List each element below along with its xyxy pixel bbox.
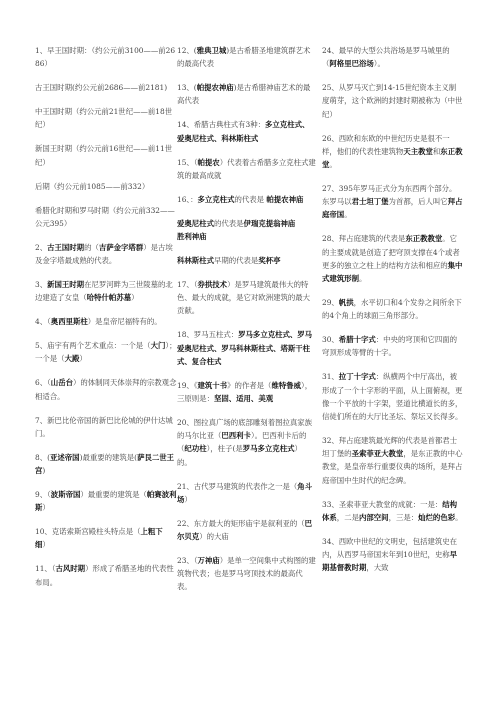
note-item <box>35 241 177 267</box>
key-term: 萨艮二世王宫 <box>35 452 175 476</box>
key-term: 帕提农神庙 <box>196 83 234 93</box>
note-text: ） <box>131 293 139 303</box>
note-text: 。 <box>358 274 367 284</box>
note-text: 30、 <box>322 335 339 345</box>
note-item <box>322 44 463 70</box>
key-term: 新国王时期 <box>47 280 85 290</box>
note-text: ，是东正教的中心教堂，是皇帝举行重要仪典的场所，是拜占庭帝国中生时代的纪念碑。 <box>322 449 463 485</box>
key-term: 灿烂的色彩 <box>418 512 456 522</box>
note-text: )最重要的建筑是( <box>79 452 138 462</box>
key-term: 结构体系 <box>322 499 458 522</box>
key-term: 早期基督教时期 <box>322 550 458 573</box>
note-text: 古王国时期(约公元前2686——前2181) <box>35 83 168 93</box>
note-text: 4、（ <box>35 317 51 327</box>
note-text: 。它的主要成就是创造了把穹顶支撑在4个或者更多的独立之柱上的结构方法和相应的 <box>322 234 460 270</box>
key-term: 古王国时期 <box>47 242 85 252</box>
note-text: 11、（ <box>35 564 56 574</box>
note-text: 20、图拉真广场的底部雕刻着图拉真家族的马尔比亚（ <box>177 418 313 441</box>
key-term: 拉丁十字式 <box>338 372 376 382</box>
note-item <box>35 414 177 440</box>
key-term: 东正教堂 <box>322 146 463 170</box>
key-term: 券拱技术 <box>197 280 228 290</box>
key-term: 帕提农 <box>197 157 220 167</box>
text-column-2 <box>177 44 316 604</box>
text-column-3 <box>322 44 463 585</box>
note-item <box>177 416 316 469</box>
note-item <box>177 554 316 594</box>
key-term: 阿格里巴浴场 <box>329 59 374 69</box>
note-item <box>177 278 316 318</box>
note-text: ）是古埃及金字塔最成熟的代表。 <box>35 242 173 266</box>
note-text: 33、圣索菲亚大教堂的成就：一是： <box>322 499 443 509</box>
note-text: ）。巴西利卡后的（ <box>177 431 307 454</box>
note-text: ) <box>42 466 46 476</box>
note-text: )是古希腊圣地建筑群艺术的最高代表 <box>177 46 311 69</box>
note-text: 希腊化时期和罗马时期（约公元前332——公元395） <box>35 205 175 228</box>
note-text: 5、庙宇有两个艺术重点：一个是（ <box>35 341 151 351</box>
note-item <box>35 339 177 365</box>
key-term: 坚固、适用、美观 <box>213 394 274 404</box>
note-item <box>177 379 316 405</box>
key-term: 奥西里斯柱 <box>50 317 88 327</box>
note-text: 6、（ <box>35 378 51 388</box>
note-text: ），柱子(是 <box>206 444 243 454</box>
note-text: 》的作者是（ <box>227 380 272 390</box>
key-term: 波斯帝国 <box>50 490 81 500</box>
note-text: 31、 <box>322 372 339 382</box>
key-term: 建筑十书 <box>197 380 228 390</box>
key-term: 圣索菲亚大教堂 <box>351 449 404 459</box>
note-item <box>35 180 177 193</box>
note-text: ）的体制同天体崇拜的宗教观念相适合。 <box>35 378 177 401</box>
key-term: 上粗下细 <box>35 527 163 550</box>
note-text: 早期的代表是 <box>213 256 259 266</box>
note-item <box>177 328 316 368</box>
note-text: ） <box>42 503 50 513</box>
note-item <box>35 278 177 304</box>
note-item <box>322 81 463 121</box>
key-term: 角斗场 <box>177 481 313 504</box>
note-text: 27、395年罗马正式分为东西两个部分。东罗马以 <box>322 184 457 207</box>
note-item <box>35 525 177 551</box>
note-text: 18、罗马五柱式： <box>177 330 239 340</box>
note-item <box>322 535 463 575</box>
note-text: 34、西欧中世纪的文明史，包括建筑史在内，从西罗马帝国末年到10世纪，史称 <box>322 536 458 560</box>
key-term: 罗马多立克柱式、罗马爱奥尼柱式、罗马科林斯柱式、塔斯干柱式、复合柱式 <box>177 330 313 366</box>
note-item <box>177 517 316 543</box>
note-item <box>177 480 316 506</box>
note-text: 29、 <box>322 298 339 308</box>
note-text: 为首都，后人叫它 <box>388 197 448 207</box>
note-text: 13、( <box>177 83 197 93</box>
key-term: 大门 <box>150 341 166 351</box>
note-text: ，二是 <box>336 512 359 522</box>
key-term: 科林斯柱式 <box>177 256 214 266</box>
note-text: 26、西欧和东欧的中世纪历史是很不一样，他们的代表性建筑物 <box>322 133 450 156</box>
key-term: 吉萨金字塔群 <box>98 242 144 252</box>
note-item <box>322 333 463 359</box>
text-column-1 <box>35 44 177 600</box>
note-text: 1、早王国时期：（约公元前3100——前2686） <box>35 46 176 69</box>
note-text: 的（ <box>84 242 99 252</box>
note-text: ，三是： <box>388 512 419 522</box>
note-text: ）是皇帝尼福特有的。 <box>87 317 162 327</box>
note-item <box>177 44 316 70</box>
key-term: 希腊十字式 <box>338 335 376 345</box>
note-text: ） <box>79 354 87 364</box>
note-text: 。 <box>329 160 337 170</box>
key-term: 集中式建筑形制 <box>322 260 463 284</box>
key-term: 巴西利卡 <box>221 431 251 441</box>
note-text: ）是单一空间集中式构图的建筑物代表；也是罗马穹顶技术的最高代表。 <box>177 556 316 592</box>
note-text: 2、 <box>35 242 48 252</box>
key-term: 古风时期 <box>55 564 86 574</box>
note-text: )是古希腊神庙艺术的最高代表 <box>177 83 311 106</box>
note-text: 10、克诺索斯宫殿柱头特点是（ <box>35 527 141 537</box>
note-text: 新国王时期（约公元前16世纪——前11世纪） <box>35 144 173 167</box>
note-text: ）。 <box>373 59 385 69</box>
key-term: 雅典卫城 <box>196 46 227 55</box>
note-text: 32、拜占庭建筑最光辉的代表是首都君士坦丁堡的 <box>322 436 458 459</box>
note-text: 14、希腊古典柱式有3种： <box>177 120 266 130</box>
key-term: 亚述帝国 <box>49 452 80 462</box>
key-term: 内部空间 <box>358 512 389 522</box>
note-item <box>322 296 463 322</box>
note-text: ：纵横两个中厅高出，被形成了一个十字形的平面，从上面俯视，更像一个平放的十字架，竖道比横道长的多，信徒们所在的大厅比圣坛、祭坛又长得多。 <box>322 372 463 422</box>
note-text: ）的大庙 <box>199 532 229 542</box>
note-text: 12、( <box>177 46 197 55</box>
note-item <box>322 182 463 222</box>
note-item <box>35 142 177 168</box>
key-term: 东正教教堂 <box>405 234 443 244</box>
note-item <box>35 376 177 402</box>
note-text: 28、拜占庭建筑的代表是 <box>322 234 406 244</box>
note-item <box>35 105 177 131</box>
note-text: 22、东方最大的矩形庙宇是叙利亚的（ <box>177 518 305 528</box>
note-item <box>177 118 316 144</box>
note-item <box>177 193 316 206</box>
note-text: ）形成了希腊圣地的代表性布局。 <box>35 564 174 587</box>
key-term: 君士坦丁堡 <box>351 197 389 207</box>
note-text: 7、新巴比伦帝国的新巴比伦城的伊什达城门。 <box>35 415 173 438</box>
note-text: 。 <box>344 210 352 220</box>
key-term: 奖杯亭 <box>258 256 281 266</box>
note-item <box>177 217 316 243</box>
note-text: ，大致 <box>366 563 389 573</box>
key-term: 巴尔贝克 <box>177 518 313 542</box>
key-term: 爱奥尼柱式 <box>177 218 214 228</box>
key-term: 帕提农神庙 <box>266 194 304 204</box>
note-item <box>322 434 463 487</box>
note-item <box>35 451 177 477</box>
note-text: 16、： <box>177 194 198 204</box>
key-term: 伊瑞克提翁神庙 胜利神庙 <box>177 218 311 242</box>
key-term: 拜占庭帝国 <box>322 197 463 220</box>
key-term: 大殿 <box>64 354 80 364</box>
note-item <box>35 44 177 70</box>
note-item <box>35 315 177 328</box>
note-text: ）代表着古希腊多立克柱式建筑的最高成就 <box>177 157 316 180</box>
note-item <box>322 498 463 524</box>
note-text: 和 <box>432 146 441 156</box>
note-text: ） <box>184 494 192 504</box>
note-text: ）；一个是（ <box>35 341 177 364</box>
note-text: 23、（ <box>177 556 198 566</box>
note-item <box>177 156 316 182</box>
note-text: 。 <box>455 512 463 522</box>
note-item <box>177 254 316 267</box>
note-text: 的代表是 <box>234 194 267 204</box>
key-term: 多立克柱式 <box>197 194 235 204</box>
note-text: 24、最早的大型公共浴场是罗马城里的（ <box>322 46 450 69</box>
key-term: 维特鲁威 <box>271 380 302 390</box>
note-text: 25、从罗马灭亡到14-15世纪资本主义制度萌芽，这个欧洲的封建时期被称为（中世纪） <box>322 83 463 119</box>
note-text: ）最重要的建筑是（ <box>80 490 147 500</box>
note-text: 后期（约公元前1085——前332） <box>35 181 150 191</box>
note-text: 15、（ <box>177 157 198 167</box>
key-term: 天主教堂 <box>403 146 433 156</box>
note-text: 21、古代罗马建筑的代表作之一是（ <box>177 481 298 491</box>
note-text: 8、( <box>35 452 50 462</box>
note-text: 9、（ <box>35 490 51 500</box>
note-text: ，水平切口和4个发券之间所余下的4个角上的球面三角形部分。 <box>322 298 462 321</box>
note-item <box>177 81 316 107</box>
note-text: 17、（ <box>177 280 198 290</box>
note-item <box>35 81 177 94</box>
note-text: 3、 <box>35 280 48 290</box>
note-text: 中王国时期（约公元前21世纪——前18世纪） <box>35 107 173 130</box>
note-text: ）是罗马建筑最伟大的特色、最大的成就，是它对欧洲建筑的最大贡献。 <box>177 280 311 316</box>
key-term: 哈特什帕苏墓 <box>86 293 132 303</box>
note-item <box>322 370 463 423</box>
note-text: ：中央的穹顶和它四面的穹顶形成等臂的十字。 <box>322 335 458 358</box>
note-text: 在尼罗河畔为三世陵墓的北边建造了女皇（ <box>35 280 173 303</box>
note-text: ），三原则是： <box>177 380 313 404</box>
note-item <box>35 204 177 230</box>
note-text: ） <box>42 540 50 550</box>
key-term: 帕赛波利斯 <box>35 490 177 513</box>
note-item <box>35 488 177 514</box>
key-term: 山岳台 <box>50 378 73 388</box>
note-item <box>322 132 463 172</box>
key-term: 纪功柱 <box>184 444 207 454</box>
key-term: 罗马多立克柱式 <box>242 444 295 454</box>
note-item <box>322 232 463 285</box>
note-text: 19、《 <box>177 380 198 390</box>
note-item <box>35 562 177 588</box>
note-text: ）的。 <box>177 444 302 467</box>
key-term: 多立克柱式、爱奥尼柱式、科林斯柱式 <box>177 120 310 143</box>
key-term: 帆拱 <box>338 298 354 308</box>
note-text: 的代表是 <box>213 218 244 228</box>
key-term: 万神庙 <box>197 556 220 566</box>
